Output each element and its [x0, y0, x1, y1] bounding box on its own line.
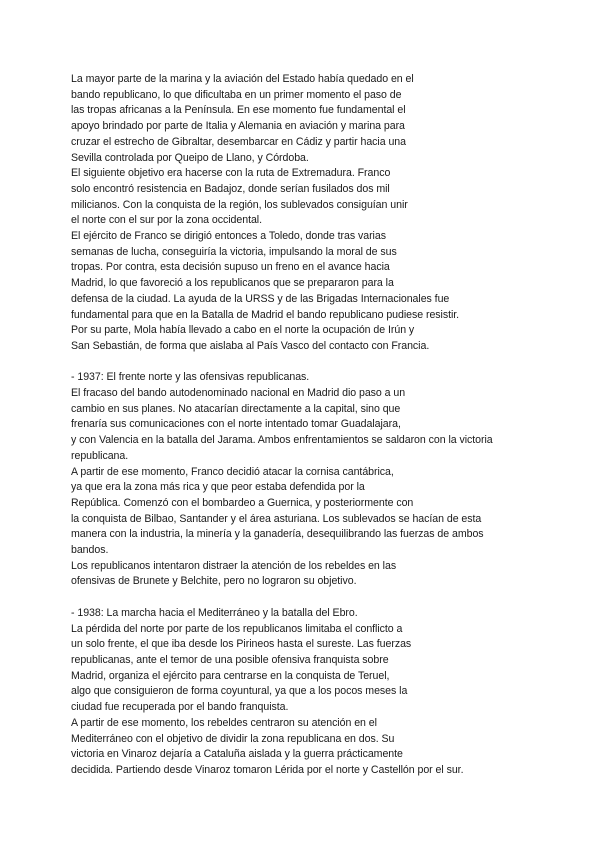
text-line: apoyo brindado por parte de Italia y Alemania en aviación y marina para: [71, 120, 405, 133]
text-line: defensa de la ciudad. La ayuda de la URSS y de las Brigadas Internacionales fue: [71, 292, 450, 305]
text-line: un solo frente, el que iba desde los Pirineos hasta el sureste. Las fuerzas: [71, 638, 412, 651]
section-heading: - 1938: La marcha hacia el Mediterráneo y la batalla del Ebro.: [71, 606, 358, 619]
text-line: milicianos. Con la conquista de la región, los sublevados consiguían unir: [71, 198, 408, 211]
text-line: ya que era la zona más rica y que peor estaba defendida por la: [71, 481, 365, 494]
text-line: republicanas, ante el temor de una posible ofensiva franquista sobre: [71, 653, 389, 666]
text-line: El ejército de Franco se dirigió entonces a Toledo, donde tras varias: [71, 230, 386, 243]
text-line: Madrid, organiza el ejército para centrarse en la conquista de Teruel,: [71, 669, 390, 682]
text-line: Mediterráneo con el objetivo de dividir la zona republicana en dos. Su: [71, 732, 395, 745]
text-line: cruzar el estrecho de Gibraltar, desembarcar en Cádiz y partir hacia una: [71, 135, 406, 148]
text-line: La mayor parte de la marina y la aviación del Estado había quedado en el: [71, 73, 414, 85]
text-line: republicana.: [71, 449, 129, 462]
text-line: El fracaso del bando autodenominado nacional en Madrid dio paso a un: [71, 387, 406, 400]
text-line: semanas de lucha, conseguiría la victoria, impulsando la moral de sus: [71, 245, 397, 258]
text-line: cambio en sus planes. No atacarían directamente a la capital, sino que: [71, 402, 401, 415]
text-line: solo encontró resistencia en Badajoz, donde serían fusilados dos mil: [71, 182, 390, 195]
text-line: las tropas africanas a la Península. En ese momento fue fundamental el: [71, 104, 406, 117]
text-line: Madrid, lo que favoreció a los republicanos que se prepararon para la: [71, 277, 394, 290]
text-line: el norte con el sur por la zona occidental.: [71, 214, 263, 227]
text-line: bando republicano, lo que dificultaba en un primer momento el paso de: [71, 88, 402, 101]
text-line: frenaría sus comunicaciones con el norte intentado tomar Guadalajara,: [71, 418, 401, 431]
text-line: A partir de ese momento, los rebeldes centraron su atención en el: [71, 716, 377, 729]
paragraph-gap: [71, 590, 560, 606]
text-line: ciudad fue recuperada por el bando franquista.: [71, 701, 289, 714]
text-line: La pérdida del norte por parte de los republicanos limitaba el conflicto a: [71, 622, 403, 635]
text-line: Los republicanos intentaron distraer la atención de los rebeldes en las: [71, 559, 397, 572]
text-line: victoria en Vinaroz dejaría a Cataluña aislada y la guerra prácticamente: [71, 748, 403, 761]
text-line: República. Comenzó con el bombardeo a Guernica, y posteriormente con: [71, 496, 414, 509]
paragraph-gap: [71, 355, 560, 371]
text-line: y con Valencia en la batalla del Jarama. Ambos enfrentamientos se saldaron con la victoria: [71, 434, 493, 447]
text-line: decidida. Partiendo desde Vinaroz tomaron Lérida por el norte y Castellón por el sur.: [71, 763, 464, 776]
text-line: manera con la industria, la minería y la ganadería, desequilibrando las fuerzas de ambos: [71, 528, 484, 541]
text-line: El siguiente objetivo era hacerse con la ruta de Extremadura. Franco: [71, 167, 391, 180]
text-line: tropas. Por contra, esta decisión supuso un freno en el avance hacia: [71, 261, 390, 274]
section-1937: [71, 370, 560, 590]
section-heading: - 1937: El frente norte y las ofensivas republicanas.: [71, 371, 310, 384]
section-1938: [71, 606, 560, 779]
text-line: San Sebastián, de forma que aislaba al País Vasco del contacto con Francia.: [71, 339, 430, 352]
section-1936-campaign: [71, 72, 560, 355]
text-line: la conquista de Bilbao, Santander y el área asturiana. Los sublevados se hacían de esta: [71, 512, 482, 525]
text-line: fundamental para que en la Batalla de Madrid el bando republicano pudiese resistir.: [71, 308, 460, 321]
text-line: bandos.: [71, 544, 109, 557]
text-line: A partir de ese momento, Franco decidió atacar la cornisa cantábrica,: [71, 465, 394, 478]
text-line: algo que consiguieron de forma coyuntural, ya que a los pocos meses la: [71, 685, 408, 698]
text-line: Por su parte, Mola había llevado a cabo en el norte la ocupación de Irún y: [71, 324, 415, 337]
text-line: Sevilla controlada por Queipo de Llano, y Córdoba.: [71, 151, 309, 164]
text-line: ofensivas de Brunete y Belchite, pero no lograron su objetivo.: [71, 575, 357, 588]
